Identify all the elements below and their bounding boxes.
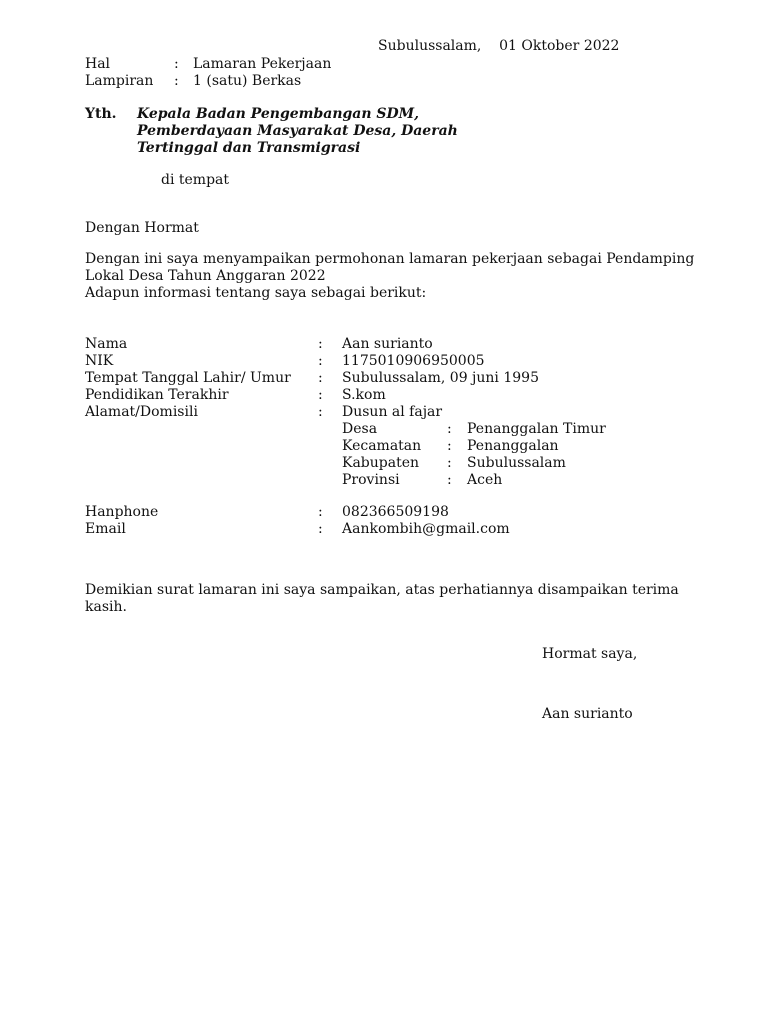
kecamatan-value: Penanggalan (467, 438, 559, 454)
desa-label: Desa (342, 421, 378, 437)
nama-colon: : (318, 336, 323, 352)
kecamatan-colon: : (447, 438, 452, 454)
kecamatan-label: Kecamatan (342, 438, 422, 454)
addressee-line2: Pemberdayaan Masyarakat Desa, Daerah (137, 123, 458, 139)
address-row-provinsi (342, 472, 682, 489)
alamat-value: Dusun al fajar (342, 404, 443, 420)
addressee-line1: Kepala Badan Pengembangan SDM, (137, 106, 420, 122)
info-row-nama (85, 336, 725, 353)
address-row-kecamatan (342, 438, 682, 455)
signature-name: Aan surianto (542, 706, 633, 722)
addressee-prefix: Yth. (85, 106, 117, 122)
provinsi-value: Aceh (467, 472, 503, 488)
desa-value: Penanggalan Timur (467, 421, 606, 437)
intro-line2: Lokal Desa Tahun Anggaran 2022 (85, 268, 326, 284)
hp-label: Hanphone (85, 504, 159, 520)
intro-line3: Adapun informasi tentang saya sebagai berikut: (85, 285, 427, 301)
salutation: Dengan Hormat (85, 220, 199, 236)
info-row-alamat (85, 404, 725, 421)
address-row-desa (342, 421, 682, 438)
kabupaten-value: Subulussalam (467, 455, 566, 471)
info-row-ttl (85, 370, 725, 387)
pendidikan-colon: : (318, 387, 323, 403)
info-row-hp (85, 504, 725, 521)
hal-label: Hal (85, 56, 111, 72)
lampiran-colon: : (174, 73, 179, 89)
pendidikan-label: Pendidikan Terakhir (85, 387, 229, 403)
email-value: Aankombih@gmail.com (342, 521, 510, 537)
addressee-location: di tempat (161, 172, 230, 188)
nik-value: 1175010906950005 (342, 353, 485, 369)
nama-label: Nama (85, 336, 128, 352)
ttl-value: Subulussalam, 09 juni 1995 (342, 370, 539, 386)
desa-colon: : (447, 421, 452, 437)
nama-value: Aan surianto (342, 336, 433, 352)
email-colon: : (318, 521, 323, 537)
alamat-label: Alamat/Domisili (85, 404, 198, 420)
ttl-label: Tempat Tanggal Lahir/ Umur (85, 370, 291, 386)
email-label: Email (85, 521, 126, 537)
hal-colon: : (174, 56, 179, 72)
nik-label: NIK (85, 353, 114, 369)
hp-colon: : (318, 504, 323, 520)
hp-value: 082366509198 (342, 504, 449, 520)
intro-line1: Dengan ini saya menyampaikan permohonan lamaran pekerjaan sebagai Pendamping (85, 251, 695, 267)
closing-line2: kasih. (85, 599, 127, 615)
info-row-email (85, 521, 725, 538)
kabupaten-label: Kabupaten (342, 455, 420, 471)
provinsi-colon: : (447, 472, 452, 488)
hal-value: Lamaran Pekerjaan (193, 56, 332, 72)
address-row-kabupaten (342, 455, 682, 472)
nik-colon: : (318, 353, 323, 369)
pendidikan-value: S.kom (342, 387, 386, 403)
signature-greeting: Hormat saya, (542, 646, 638, 662)
provinsi-label: Provinsi (342, 472, 400, 488)
info-row-pendidikan (85, 387, 725, 404)
alamat-colon: : (318, 404, 323, 420)
kabupaten-colon: : (447, 455, 452, 471)
addressee-line3: Tertinggal dan Transmigrasi (137, 140, 361, 156)
lampiran-label: Lampiran (85, 73, 154, 89)
place-date: Subulussalam, 01 Oktober 2022 (378, 38, 620, 54)
lampiran-value: 1 (satu) Berkas (193, 73, 302, 89)
closing-line1: Demikian surat lamaran ini saya sampaikan, atas perhatiannya disampaikan terima (85, 582, 679, 598)
info-row-nik (85, 353, 725, 370)
ttl-colon: : (318, 370, 323, 386)
